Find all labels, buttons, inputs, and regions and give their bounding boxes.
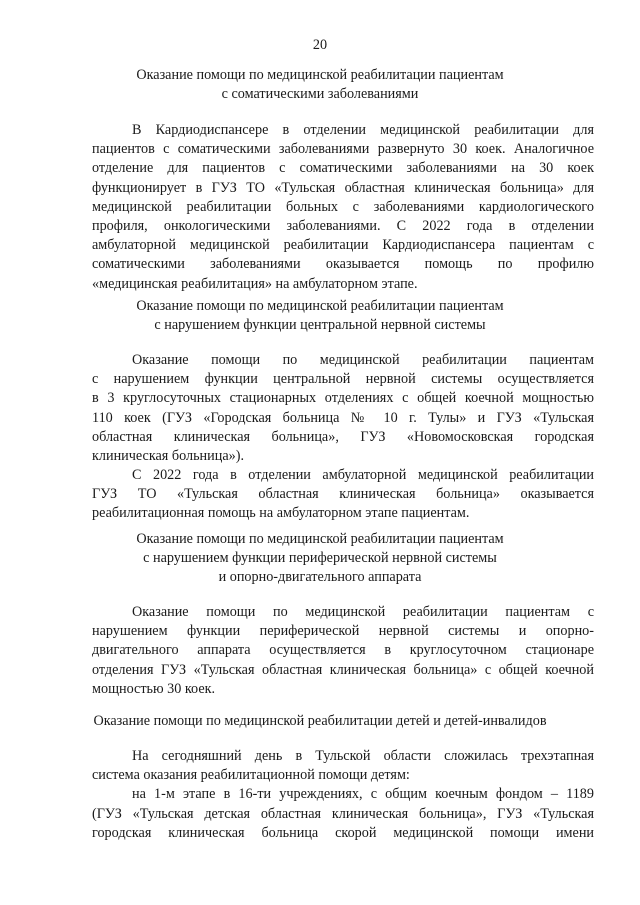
heading-line: с нарушением функции периферической нервной системы	[143, 550, 497, 567]
text-line: соматическими заболеваниями оказывается помощь по профилю	[92, 256, 594, 273]
text-line: С 2022 года в отделении амбулаторной медицинской реабилитации	[132, 467, 594, 483]
section-heading-somatic	[80, 66, 560, 104]
section-heading-pns	[80, 530, 560, 588]
text-line: амбулаторной медицинской реабилитации Кардиодиспансера пациентам с	[92, 237, 594, 254]
heading-line: Оказание помощи по медицинской реабилитации пациентам	[136, 531, 504, 547]
text-line: В Кардиодиспансере в отделении медицинской реабилитации для	[132, 122, 594, 138]
section-heading-cns	[80, 297, 560, 335]
text-line: с нарушением функции центральной нервной системы осуществляется	[92, 371, 594, 388]
text-line: на 1-м этапе в 16-ти учреждениях, с общим коечным фондом – 1189	[132, 786, 594, 803]
text-line: 110 коек (ГУЗ «Городская больница № 10 г. Тулы» и ГУЗ «Тульская	[92, 409, 594, 426]
text-line: двигательного аппарата осуществляется в круглосуточном стационаре	[92, 642, 594, 659]
text-line: нарушением функции периферической нервной системы и опорно-	[92, 623, 594, 640]
text-line: Оказание помощи по медицинской реабилитации пациентам	[132, 352, 594, 368]
section-heading-children	[60, 712, 580, 731]
text-line: «медицинская реабилитация» на амбулаторном этапе.	[92, 275, 418, 292]
heading-line: с соматическими заболеваниями	[221, 86, 419, 103]
heading-line: Оказание помощи по медицинской реабилитации пациентам	[136, 298, 504, 314]
page-number: 20	[312, 37, 328, 53]
text-line: мощностью 30 коек.	[92, 680, 216, 697]
heading-line: и опорно-двигательного аппарата	[218, 569, 422, 586]
text-line: реабилитационная помощь на амбулаторном этапе пациентам.	[92, 505, 470, 522]
text-line: На сегодняшний день в Тульской области сложилась трехэтапная	[132, 748, 594, 764]
text-line: система оказания реабилитационной помощи детям:	[92, 767, 410, 784]
paragraph-pns	[92, 603, 594, 699]
text-line: профиля, онкологическими заболеваниями. С 2022 года в отделении	[92, 218, 594, 235]
paragraph-somatic	[92, 121, 594, 294]
text-line: городская клиническая больница скорой медицинской помощи имени	[92, 824, 594, 841]
text-line: клиническая больница»).	[92, 448, 244, 465]
text-line: (ГУЗ «Тульская детская областная клиническая больница», ГУЗ «Тульская	[92, 805, 594, 822]
text-line: Оказание помощи по медицинской реабилитации пациентам с	[132, 604, 594, 620]
paragraph-cns	[92, 351, 594, 466]
text-line: медицинской реабилитации больных с заболеваниями кардиологического	[92, 198, 594, 215]
text-line: в 3 круглосуточных стационарных отделениях с общей коечной мощностью	[92, 390, 594, 407]
text-line: пациентов с соматическими заболеваниями развернуто 30 коек. Аналогичное	[92, 141, 594, 158]
text-line: ГУЗ ТО «Тульская областная клиническая больница» оказывается	[92, 486, 594, 503]
text-line: областная клиническая больница», ГУЗ «Новомосковская городская	[92, 428, 594, 445]
paragraph-cns-ambulatory	[92, 466, 594, 524]
text-line: отделения ГУЗ «Тульская областная клиническая больница» с общей коечной	[92, 661, 594, 678]
paragraph-children	[92, 747, 594, 843]
text-line: функционирует в ГУЗ ТО «Тульская областная клиническая больница» для	[92, 179, 594, 196]
heading-line: с нарушением функции центральной нервной системы	[154, 317, 486, 334]
heading-line: Оказание помощи по медицинской реабилитации пациентам	[136, 67, 504, 83]
text-line: отделение для пациентов с соматическими заболеваниями на 30 коек	[92, 160, 594, 177]
heading-line: Оказание помощи по медицинской реабилитации детей и детей-инвалидов	[93, 713, 547, 729]
